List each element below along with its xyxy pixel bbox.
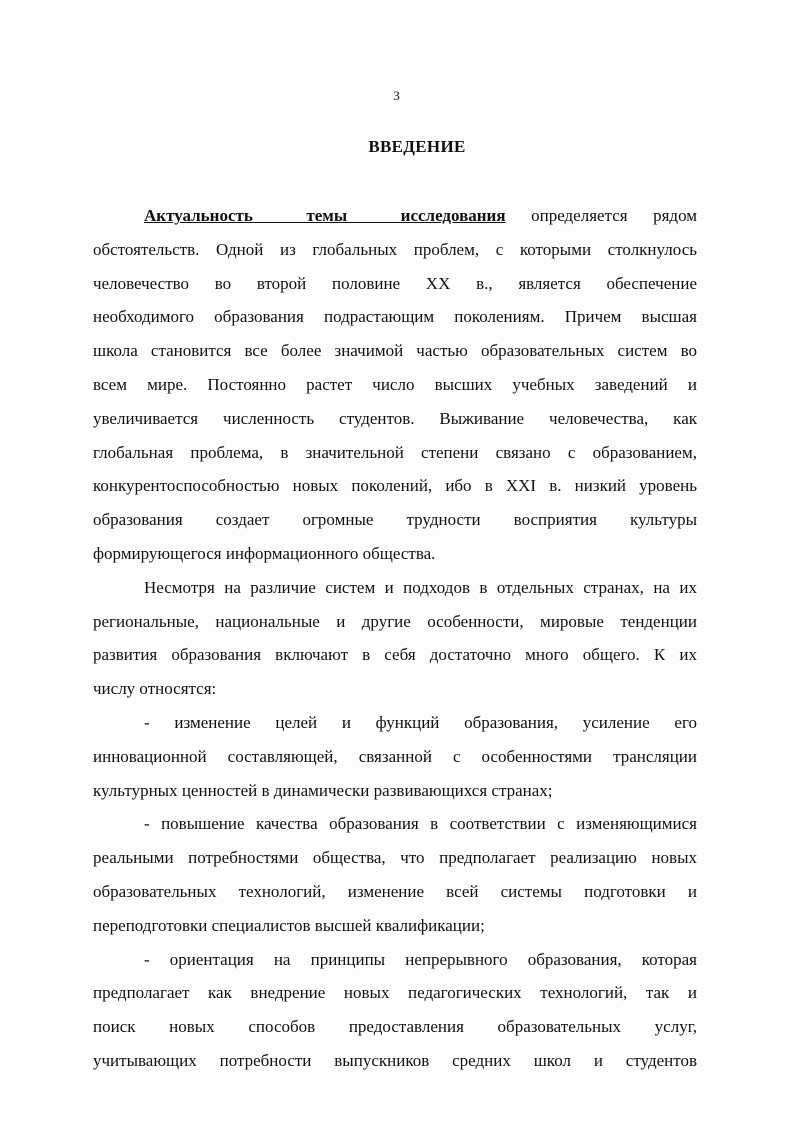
paragraph-line: - ориентация на принципы непрерывного образования, которая (144, 949, 697, 969)
paragraph-line: - изменение целей и функций образования, усиление его (144, 712, 697, 732)
paragraph-line: предполагает как внедрение новых педагогических технологий, так и (93, 983, 697, 1003)
paragraph-line: необходимого образования подрастающим поколениям. Причем высшая (93, 307, 697, 327)
paragraph-line: увеличивается численность студентов. Выживание человечества, как (93, 408, 697, 428)
list-item-goals (93, 706, 697, 807)
paragraph-line: переподготовки специалистов высшей квалификации; (93, 915, 485, 935)
document-body (93, 199, 697, 1078)
paragraph-line: конкурентоспособностью новых поколений, ибо в XXI в. низкий уровень (93, 476, 697, 496)
paragraph-line: числу относятся: (93, 679, 217, 699)
paragraph-line: образования создает огромные трудности восприятия культуры (93, 510, 697, 530)
paragraph-line: школа становится все более значимой частью образовательных систем во (93, 341, 697, 361)
relevance-lead-phrase: Актуальность темы исследования (144, 206, 506, 225)
paragraph-relevance (93, 199, 697, 571)
paragraph-line-text: определяется рядом (531, 206, 697, 225)
paragraph-line: учитывающих потребности выпускников средних школ и студентов (93, 1050, 697, 1070)
paragraph-line: обстоятельств. Одной из глобальных проблем, с которыми столкнулось (93, 239, 697, 259)
paragraph-line: региональные, национальные и другие особенности, мировые тенденции (93, 611, 697, 631)
page-number: 3 (393, 88, 400, 103)
paragraph-line: культурных ценностей в динамически развивающихся странах; (93, 780, 553, 800)
paragraph-line: глобальная проблема, в значительной степени связано с образованием, (93, 442, 697, 462)
list-item-continuous-education (93, 943, 697, 1078)
paragraph-line: всем мире. Постоянно растет число высших учебных заведений и (93, 374, 697, 394)
list-item-quality (93, 807, 697, 942)
paragraph-line: - повышение качества образования в соответствии с изменяющимися (144, 814, 697, 834)
paragraph-line: формирующегося информационного общества. (93, 543, 436, 563)
paragraph-line (93, 199, 697, 233)
paragraph-line: реальными потребностями общества, что предполагает реализацию новых (93, 848, 697, 868)
paragraph-line: Несмотря на различие систем и подходов в отдельных странах, на их (144, 577, 697, 597)
paragraph-line: инновационной составляющей, связанной с особенностями трансляции (93, 746, 697, 766)
page-heading: ВВЕДЕНИЕ (368, 137, 466, 156)
paragraph-line: поиск новых способов предоставления образовательных услуг, (93, 1017, 697, 1037)
paragraph-line: образовательных технологий, изменение всей системы подготовки и (93, 881, 697, 901)
paragraph-line: развития образования включают в себя достаточно много общего. К их (93, 645, 697, 665)
paragraph-line: человечество во второй половине XX в., является обеспечение (93, 273, 697, 293)
paragraph-trends (93, 571, 697, 706)
